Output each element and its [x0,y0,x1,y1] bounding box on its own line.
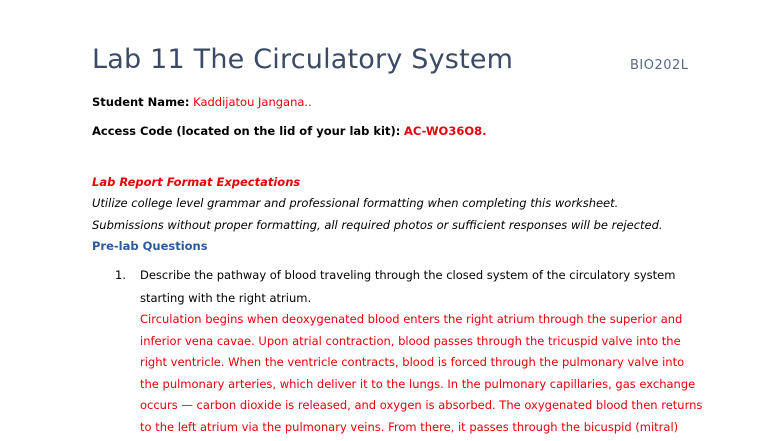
access-code-line [92,124,487,138]
student-name-value: Kaddijatou Jangana.. [193,95,312,109]
question-text-line: starting with the right atrium. [140,291,312,305]
answer-line: the pulmonary arteries, which deliver it to the lungs. In the pulmonary capillaries, gas exchange [140,377,696,391]
answer-line: right ventricle. When the ventricle contracts, blood is forced through the pulmonary valve into [140,355,685,369]
prelab-heading: Pre-lab Questions [92,239,208,253]
answer-line: inferior vena cavae. Upon atrial contraction, blood passes through the tricuspid valve into the [140,334,681,348]
course-code: BIO202L [630,58,689,73]
format-line-1: Utilize college level grammar and professional formatting when completing this worksheet. [92,196,619,210]
page-title: Lab 11 The Circulatory System [92,44,514,75]
question-number: 1. [115,268,126,282]
answer-line: Circulation begins when deoxygenated blood enters the right atrium through the superior and [140,312,683,326]
format-line-2: Submissions without proper formatting, all required photos or sufficient responses will be rejected. [92,218,663,232]
access-code-label: Access Code (located on the lid of your lab kit): [92,124,401,138]
format-heading: Lab Report Format Expectations [92,175,301,189]
question-text-line: Describe the pathway of blood traveling through the closed system of the circulatory system [140,268,676,282]
student-name-label: Student Name: [92,95,190,109]
student-name-line [92,95,312,109]
answer-line: occurs — carbon dioxide is released, and oxygen is absorbed. The oxygenated blood then returns [140,398,703,412]
access-code-value: AC-WO36O8. [404,124,487,138]
answer-line: to the left atrium via the pulmonary veins. From there, it passes through the bicuspid (mitral) [140,420,679,434]
